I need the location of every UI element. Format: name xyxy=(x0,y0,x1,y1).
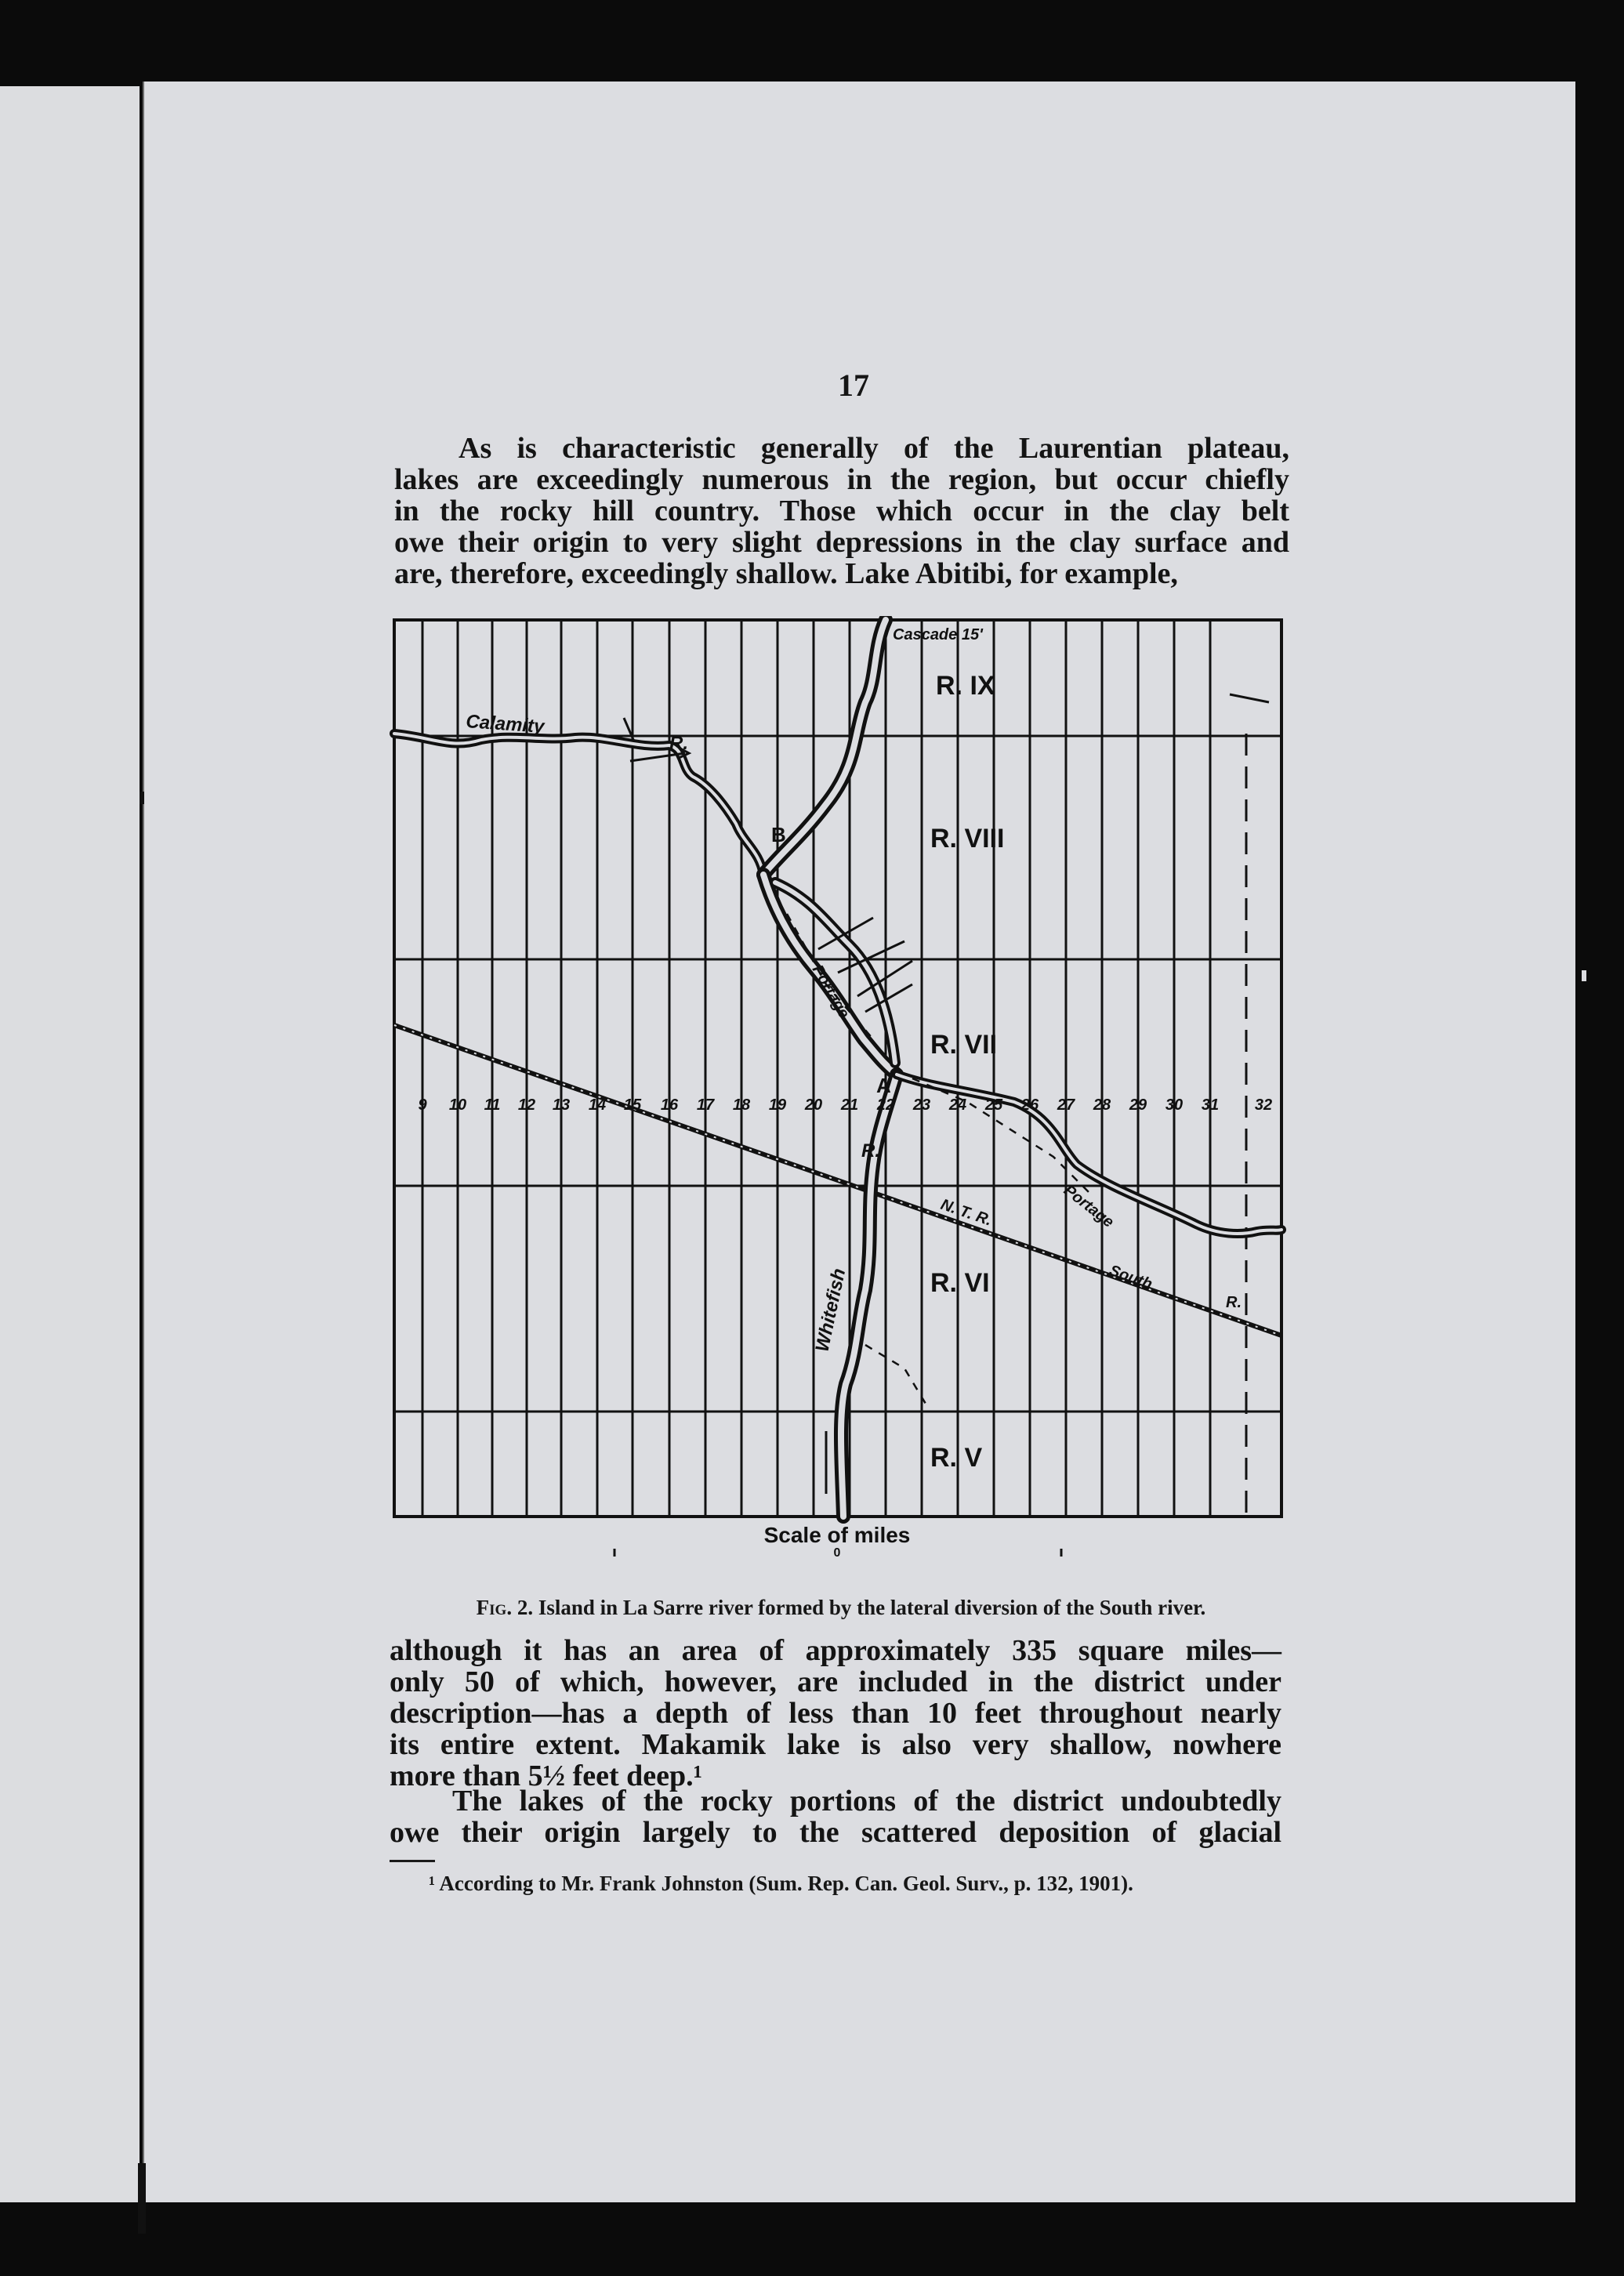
lot-number: 32 xyxy=(1254,1096,1273,1114)
scale-label: Scale of miles xyxy=(763,1523,911,1547)
portage-label: Portage xyxy=(1060,1181,1118,1231)
lot-number: 23 xyxy=(912,1096,931,1114)
lot-number: 17 xyxy=(696,1096,715,1114)
scale-mid-tick: 0 xyxy=(833,1546,841,1557)
scan-speck xyxy=(140,792,144,804)
lot-number: 16 xyxy=(660,1096,679,1114)
scan-binding-shadow xyxy=(138,2163,146,2234)
range-label: R. VII xyxy=(930,1030,998,1060)
whitefish-label: Whitefish xyxy=(811,1266,850,1354)
range-label: R. V xyxy=(930,1443,983,1473)
text-line: lakes are exceedingly numerous in the region, but occur chiefly xyxy=(394,463,1289,496)
lot-number: 26 xyxy=(1020,1096,1039,1114)
lot-number: 14 xyxy=(588,1096,607,1114)
railway-label: N. T. R. xyxy=(938,1195,995,1230)
text-line: The lakes of the rocky portions of the district undoubtedly xyxy=(452,1785,1281,1818)
figure-map xyxy=(387,616,1289,1557)
lot-number: 22 xyxy=(876,1096,895,1114)
island-east-channel xyxy=(775,882,895,1063)
scale-bar xyxy=(614,1523,1061,1557)
lot-number: 9 xyxy=(418,1096,427,1114)
lot-number: 12 xyxy=(517,1096,536,1114)
scan-speck xyxy=(1582,970,1586,981)
figure-label: Fig. 2. xyxy=(476,1596,534,1619)
lot-number: 27 xyxy=(1057,1096,1075,1114)
lot-number: 18 xyxy=(732,1096,751,1114)
text-line: in the rocky hill country. Those which occur in the clay belt xyxy=(394,495,1289,527)
lot-numbers xyxy=(418,1096,1272,1114)
paragraph-lakes-intro xyxy=(394,433,1289,589)
point-a-label: A xyxy=(876,1074,891,1097)
calamity-r-label: R. xyxy=(669,733,688,754)
figure-caption xyxy=(398,1596,1284,1620)
facing-page-edge xyxy=(0,86,140,2202)
lot-number: 21 xyxy=(840,1096,859,1114)
paragraph-lake-abitibi xyxy=(390,1635,1281,1792)
south-label: South xyxy=(1107,1262,1155,1294)
page-number: 17 xyxy=(838,368,869,403)
lot-number: 15 xyxy=(623,1096,642,1114)
text-line: although it has an area of approximately 335 square miles— xyxy=(390,1634,1281,1667)
map-svg xyxy=(387,616,1289,1557)
paragraph-rocky-lakes xyxy=(390,1785,1281,1848)
text-line: owe their origin to very slight depressions in the clay surface and xyxy=(394,526,1289,559)
lot-number: 10 xyxy=(448,1096,467,1114)
lot-number: 13 xyxy=(552,1096,571,1114)
footnote-rule xyxy=(390,1860,435,1862)
footnote: ¹ According to Mr. Frank Johnston (Sum. Rep. Can. Geol. Surv., p. 132, 1901). xyxy=(429,1872,1133,1895)
lot-number: 28 xyxy=(1093,1096,1111,1114)
text-line: owe their origin largely to the scattered deposition of glacial xyxy=(390,1816,1281,1849)
lot-number: 30 xyxy=(1165,1096,1184,1114)
text-line: only 50 of which, however, are included in the district under xyxy=(390,1665,1281,1698)
south-r-label: R. xyxy=(1226,1294,1242,1311)
lot-number: 29 xyxy=(1129,1096,1147,1114)
lot-number: 11 xyxy=(484,1096,501,1114)
calamity-label: Calamity xyxy=(465,711,546,738)
range-label: R. IX xyxy=(936,671,995,701)
caption-text: Island in La Sarre river formed by the lateral diversion of the South river. xyxy=(538,1596,1206,1619)
whitefish-r-label: R. xyxy=(861,1140,880,1162)
point-b-label: B xyxy=(771,823,786,846)
lot-number: 19 xyxy=(768,1096,787,1114)
text-line: its entire extent. Makamik lake is also very shallow, nowhere xyxy=(390,1728,1281,1761)
lot-number: 31 xyxy=(1201,1096,1220,1114)
text-line: are, therefore, exceedingly shallow. Lake Abitibi, for example, xyxy=(394,557,1178,590)
text-line: As is characteristic generally of the Laurentian plateau, xyxy=(459,432,1289,465)
lot-number: 25 xyxy=(984,1096,1003,1114)
portage-label: Portage xyxy=(808,962,853,1021)
text-line: more than 5½ feet deep.¹ xyxy=(390,1760,703,1792)
cascade-label: Cascade 15' xyxy=(893,626,983,643)
range-label: R. VI xyxy=(930,1268,990,1298)
text-line: description—has a depth of less than 10 feet throughout nearly xyxy=(390,1697,1281,1730)
lot-number: 20 xyxy=(804,1096,823,1114)
lot-lines xyxy=(422,620,1210,1517)
calamity-river xyxy=(394,734,763,875)
lot-number: 24 xyxy=(948,1096,967,1114)
range-label: R. VIII xyxy=(930,824,1005,854)
